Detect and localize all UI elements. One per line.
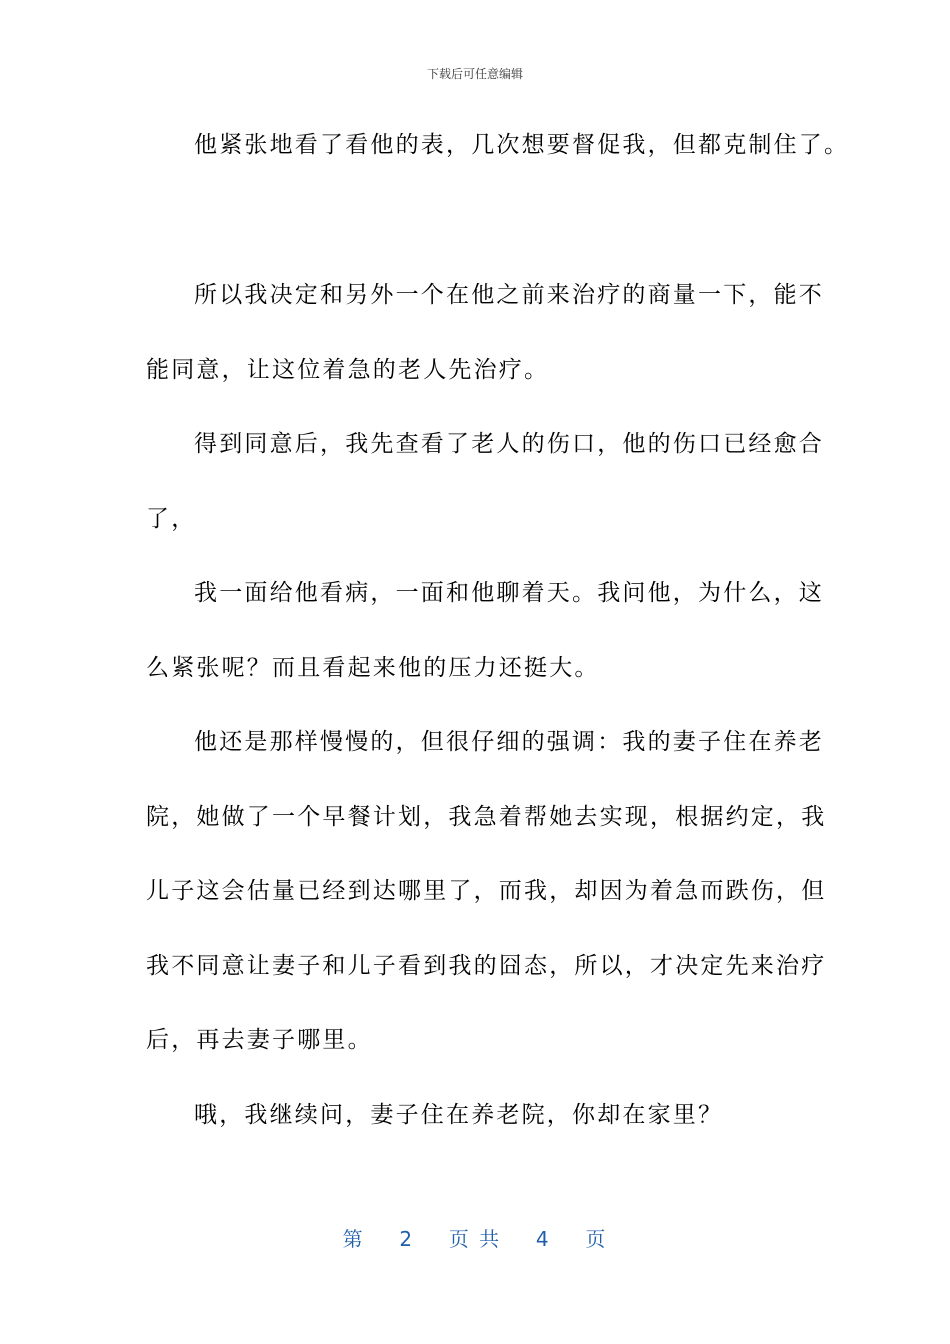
paragraph-line: 了， xyxy=(146,506,197,532)
paragraph-line: 么紧张呢？而且看起来他的压力还挺大。 xyxy=(146,655,600,681)
paragraph-line: 哦，我继续问，妻子住在养老院，你却在家里？ xyxy=(194,1102,724,1128)
paragraph-line: 院，她做了一个早餐计划，我急着帮她去实现，根据约定，我 xyxy=(146,804,827,830)
paragraph-line: 能同意，让这位着急的老人先治疗。 xyxy=(146,357,550,383)
paragraph-line: 后，再去妻子哪里。 xyxy=(146,1027,373,1053)
paragraph-line: 我一面给他看病，一面和他聊着天。我问他，为什么，这 xyxy=(194,580,824,606)
paragraph-line: 所以我决定和另外一个在他之前来治疗的商量一下，能不 xyxy=(194,282,824,308)
footer-label-of: 页 共 xyxy=(448,1227,502,1251)
paragraph-line: 我不同意让妻子和儿子看到我的囧态，所以，才决定先来治疗 xyxy=(146,953,827,979)
current-page-number: 2 xyxy=(399,1227,415,1251)
paragraph-line: 得到同意后，我先查看了老人的伤口，他的伤口已经愈合 xyxy=(194,431,824,457)
paragraph-line: 他还是那样慢慢的，但很仔细的强调：我的妻子住在养老 xyxy=(194,729,824,755)
page-number-footer xyxy=(0,1226,950,1252)
paragraph-line: 他紧张地看了看他的表，几次想要督促我，但都克制住了。 xyxy=(194,132,850,158)
footer-label-end: 页 xyxy=(585,1227,608,1251)
total-pages-number: 4 xyxy=(535,1227,551,1251)
paragraph-line: 儿子这会估量已经到达哪里了，而我，却因为着急而跌伤，但 xyxy=(146,878,827,904)
footer-label-page: 第 xyxy=(342,1227,365,1251)
header-note: 下载后可任意编辑 xyxy=(426,67,523,81)
